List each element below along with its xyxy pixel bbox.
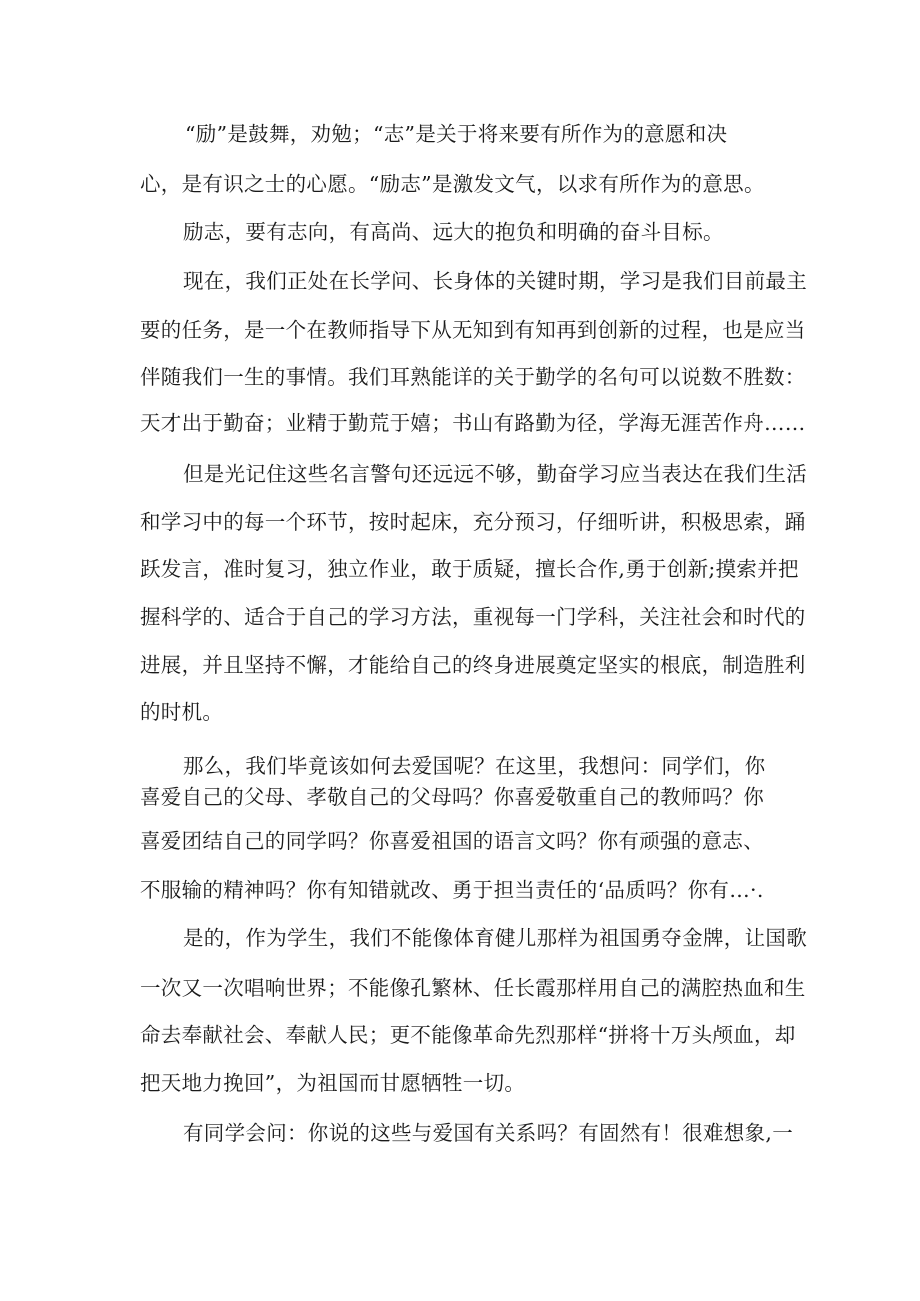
- paragraph-1-line-1: “励”是鼓舞，劝勉；“志”是关于将来要有所作为的意愿和决: [185, 122, 728, 146]
- paragraph-1-line-2: 心，是有识之士的心愿。“励志”是激发文气，以求有所作为的意思。: [140, 172, 765, 196]
- paragraph-6-line-3: 命去奉献社会、奉献人民；更不能像革命先烈那样“拼将十万头颅血，却: [140, 1023, 796, 1047]
- paragraph-4-line-2: 和学习中的每一个环节，按时起床，充分预习，仔细听讲，积极思索，踊: [140, 510, 806, 534]
- paragraph-6-line-2: 一次又一次唱响世界；不能像孔繁林、任长霞那样用自己的满腔热血和生: [140, 976, 806, 1000]
- paragraph-3-line-1: 现在，我们正处在长学问、长身体的关键时期，学习是我们目前最主: [183, 269, 807, 293]
- paragraph-5-line-4: 不服输的精神吗？你有知错就改、勇于担当责任的‘品质吗？你有…·.: [140, 878, 764, 902]
- paragraph-5-line-2: 喜爱自己的父母、孝敬自己的父母吗？你喜爱敬重自己的教师吗？你: [140, 785, 764, 809]
- paragraph-5-line-3: 喜爱团结自己的同学吗？你喜爱祖国的语言文吗？你有顽强的意志、: [140, 829, 764, 853]
- paragraph-4-line-6: 的时机。: [140, 700, 224, 724]
- paragraph-5-line-1: 那么，我们毕竟该如何去爱国呢？在这里，我想问：同学们，你: [183, 754, 766, 778]
- paragraph-4-line-3: 跃发言，准时复习，独立作业，敢于质疑，擅长合作,勇于创新;摸索并把: [140, 557, 799, 581]
- paragraph-2-line-1: 励志，要有志向，有高尚、远大的抱负和明确的奋斗目标。: [183, 220, 724, 244]
- paragraph-4-line-4: 握科学的、适合于自己的学习方法，重视每一门学科，关注社会和时代的: [140, 605, 806, 629]
- paragraph-4-line-5: 进展，并且坚持不懈，才能给自己的终身进展奠定坚实的根底，制造胜利: [140, 653, 806, 677]
- paragraph-6-line-1: 是的，作为学生，我们不能像体育健儿那样为祖国勇夺金牌，让国歌: [183, 926, 807, 950]
- paragraph-3-line-3: 伴随我们一生的事情。我们耳熟能详的关于勤学的名句可以说数不胜数：: [140, 365, 806, 389]
- paragraph-3-line-2: 要的任务，是一个在教师指导下从无知到有知再到创新的过程，也是应当: [140, 318, 806, 342]
- paragraph-6-line-4: 把天地力挽回”，为祖国而甘愿牺牲一切。: [140, 1071, 526, 1095]
- paragraph-4-line-1: 但是光记住这些名言警句还远远不够，勤奋学习应当表达在我们生活: [183, 462, 807, 486]
- paragraph-3-line-4: 天才出于勤奋；业精于勤荒于嬉；书山有路勤为径，学海无涯苦作舟……: [140, 411, 806, 435]
- paragraph-7-line-1: 有同学会问：你说的这些与爱国有关系吗？有固然有！很难想象,一: [183, 1121, 794, 1145]
